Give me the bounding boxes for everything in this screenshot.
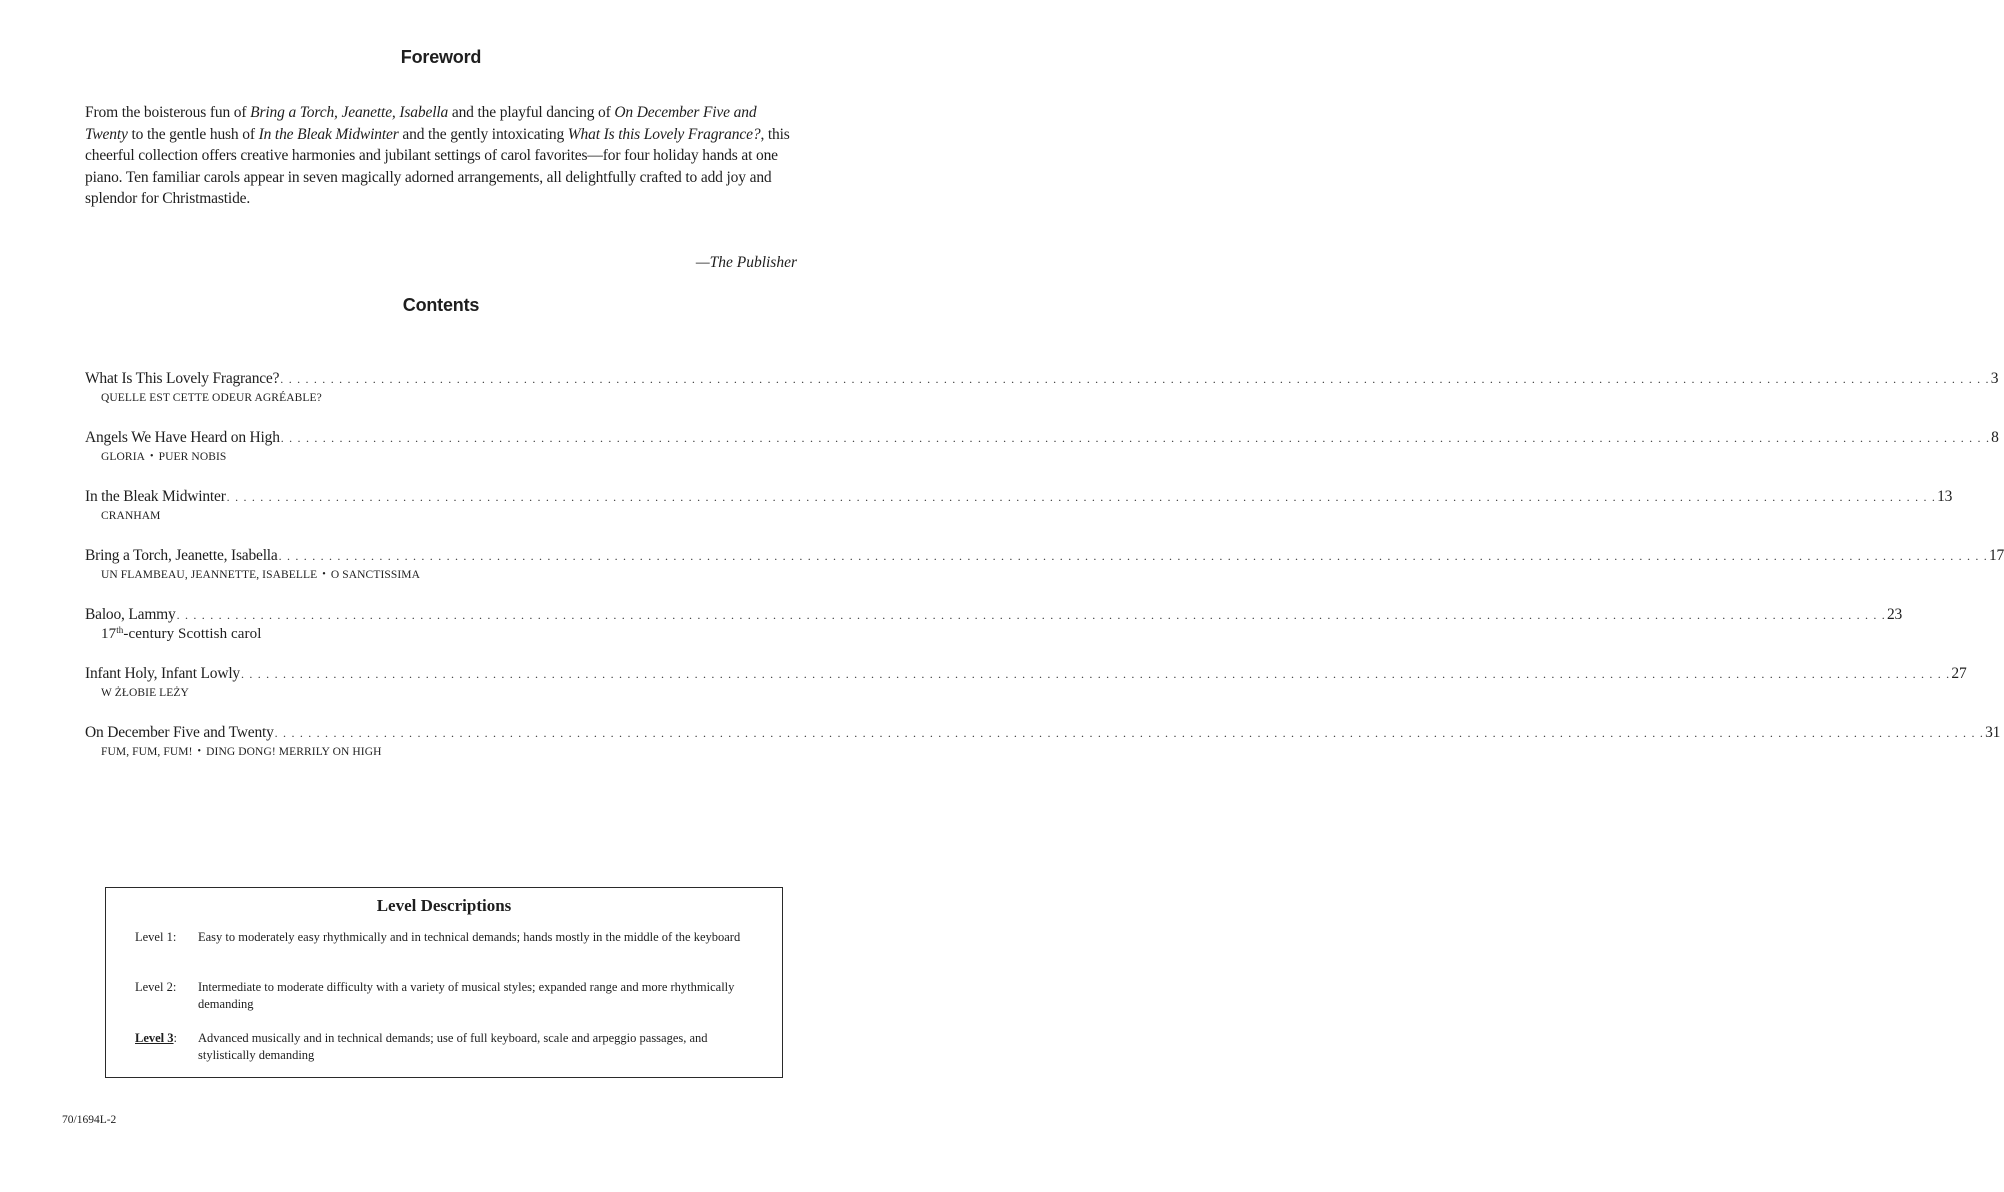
foreword-title-ref: Bring a Torch, Jeanette, Isabella — [250, 104, 449, 121]
toc-entry — [85, 487, 1953, 546]
toc-page-number: 13 — [1937, 488, 1953, 505]
foreword-text: From the boisterous fun of — [85, 104, 251, 121]
bullet-separator: • — [150, 451, 154, 462]
level-description: Advanced musically and in technical demands; use of full keyboard, scale and arpeggio passages, and stylistically demanding — [198, 1031, 708, 1062]
level-item — [135, 929, 758, 946]
catalog-code: 70/1694L-2 — [62, 1114, 117, 1126]
toc-line — [85, 428, 1999, 448]
level-label: Level 2: — [135, 980, 177, 994]
toc-title: Baloo, Lammy — [85, 606, 176, 623]
note-suffix: -century Scottish carol — [123, 626, 262, 642]
tune-name: W ŻŁOBIE LEŻY — [101, 687, 189, 699]
toc-subtitle — [101, 566, 787, 585]
tune-name: O SANCTISSIMA — [330, 569, 421, 581]
toc-page-number: 27 — [1951, 665, 1967, 682]
toc-entry — [85, 723, 2001, 782]
toc-title: Angels We Have Heard on High — [85, 429, 280, 446]
tune-name: PUER NOBIS — [158, 451, 227, 463]
toc-page-number: 31 — [1985, 724, 2001, 741]
toc-leader-dots: . . . . . . . . . . . . . . . . . . . . . . . . . . . . . . . . . . . . . . . . . . . . . . . . . . . . . . . . . . . . . . . . . . . . . . . . . . . . . . . . . . . . . . . . . . . . . . . . . . . . . . . . . . . . . . . . . . . . . . . . . . . . . . . . . . . . . . . . . . . . . . . . . . . . . . . . . . . . . . . . . . . . . . . . . . . . . . . . . . . . . . . . . . . . . . . . . . . . . . . . . . . . — [274, 726, 1985, 740]
toc-line — [85, 546, 2004, 566]
level-item — [135, 1030, 758, 1064]
toc-entry — [85, 428, 1999, 487]
toc-leader-dots: . . . . . . . . . . . . . . . . . . . . . . . . . . . . . . . . . . . . . . . . . . . . . . . . . . . . . . . . . . . . . . . . . . . . . . . . . . . . . . . . . . . . . . . . . . . . . . . . . . . . . . . . . . . . . . . . . . . . . . . . . . . . . . . . . . . . . . . . . . . . . . . . . . . . . . . . . . . . . . . . . . . . . . . . . . . . . . . . . . . . . . . . . . . . . . . . . . . . . . . . . . . . — [280, 431, 1991, 445]
toc-leader-dots: . . . . . . . . . . . . . . . . . . . . . . . . . . . . . . . . . . . . . . . . . . . . . . . . . . . . . . . . . . . . . . . . . . . . . . . . . . . . . . . . . . . . . . . . . . . . . . . . . . . . . . . . . . . . . . . . . . . . . . . . . . . . . . . . . . . . . . . . . . . . . . . . . . . . . . . . . . . . . . . . . . . . . . . . . . . . . . . . . . . . . . . . . . . . . . . . . . . . . . . . . . . . — [240, 667, 1951, 681]
toc-page-number: 23 — [1887, 606, 1903, 623]
toc-page-number: 17 — [1989, 547, 2004, 564]
foreword-title-ref: What Is this Lovely Fragrance? — [567, 125, 761, 143]
tune-name: FUM, FUM, FUM! — [101, 746, 193, 758]
foreword-text: , this cheerful collection offers creative harmonies and jubilant settings of carol favorites—for four holiday hands at one piano. Ten familiar carols appear in seven magically adorned arrangements, all delightfully crafted to add joy and splendor for Christmastide. — [85, 125, 790, 207]
foreword-heading: Foreword — [400, 47, 482, 67]
toc-subtitle — [101, 448, 787, 467]
bullet-separator: • — [322, 569, 326, 580]
level-item — [135, 979, 758, 1013]
toc-subtitle — [101, 684, 787, 702]
toc-subtitle — [101, 743, 787, 762]
level-label: Level 3 — [135, 1031, 174, 1045]
foreword-text: and the gently intoxicating — [398, 125, 568, 143]
level-descriptions-title: Level Descriptions — [376, 896, 512, 915]
level-descriptions-box — [105, 887, 783, 1078]
level-description: Intermediate to moderate difficulty with a variety of musical styles; expanded range and more rhythmically demanding — [198, 980, 735, 1011]
tune-name: UN FLAMBEAU, JEANNETTE, ISABELLE — [101, 569, 318, 581]
toc-leader-dots: . . . . . . . . . . . . . . . . . . . . . . . . . . . . . . . . . . . . . . . . . . . . . . . . . . . . . . . . . . . . . . . . . . . . . . . . . . . . . . . . . . . . . . . . . . . . . . . . . . . . . . . . . . . . . . . . . . . . . . . . . . . . . . . . . . . . . . . . . . . . . . . . . . . . . . . . . . . . . . . . . . . . . . . . . . . . . . . . . . . . . . . . . . . . . . . . . . . . . . . . . . . . — [278, 549, 1988, 563]
tune-name: DING DONG! MERRILY ON HIGH — [206, 746, 382, 758]
note-prefix: 17 — [101, 626, 117, 642]
bullet-separator: • — [197, 746, 202, 757]
level-label: Level 1: — [135, 930, 177, 944]
foreword-title-ref: On December Five and Twenty — [85, 104, 757, 143]
toc-title: In the Bleak Midwinter — [85, 488, 226, 505]
toc-page-number: 8 — [1991, 429, 1999, 446]
toc-line — [85, 723, 2001, 743]
toc-line — [85, 664, 1967, 684]
foreword-title-ref: In the Bleak Midwinter — [258, 125, 399, 143]
level-label-wrap — [135, 1030, 198, 1064]
toc-entry — [85, 369, 1999, 428]
toc-leader-dots: . . . . . . . . . . . . . . . . . . . . . . . . . . . . . . . . . . . . . . . . . . . . . . . . . . . . . . . . . . . . . . . . . . . . . . . . . . . . . . . . . . . . . . . . . . . . . . . . . . . . . . . . . . . . . . . . . . . . . . . . . . . . . . . . . . . . . . . . . . . . . . . . . . . . . . . . . . . . . . . . . . . . . . . . . . . . . . . . . . . . . . . . . . . . . . . . . . . . . . . . . . . . — [176, 608, 1886, 622]
level-description: Easy to moderately easy rhythmically and in technical demands; hands mostly in the middle of the keyboard — [198, 930, 741, 944]
toc-note — [101, 624, 787, 644]
toc-leader-dots: . . . . . . . . . . . . . . . . . . . . . . . . . . . . . . . . . . . . . . . . . . . . . . . . . . . . . . . . . . . . . . . . . . . . . . . . . . . . . . . . . . . . . . . . . . . . . . . . . . . . . . . . . . . . . . . . . . . . . . . . . . . . . . . . . . . . . . . . . . . . . . . . . . . . . . . . . . . . . . . . . . . . . . . . . . . . . . . . . . . . . . . . . . . . . . . . . . . . . . . . . . . . — [280, 372, 1990, 386]
toc-leader-dots: . . . . . . . . . . . . . . . . . . . . . . . . . . . . . . . . . . . . . . . . . . . . . . . . . . . . . . . . . . . . . . . . . . . . . . . . . . . . . . . . . . . . . . . . . . . . . . . . . . . . . . . . . . . . . . . . . . . . . . . . . . . . . . . . . . . . . . . . . . . . . . . . . . . . . . . . . . . . . . . . . . . . . . . . . . . . . . . . . . . . . . . . . . . . . . . . . . . . . . . . . . . . — [226, 490, 1937, 504]
toc-title: Infant Holy, Infant Lowly — [85, 665, 240, 682]
tune-name: QUELLE EST CETTE ODEUR AGRÉABLE? — [101, 392, 322, 404]
level-label-colon: : — [173, 1031, 178, 1045]
toc-title: On December Five and Twenty — [85, 724, 274, 741]
note-superscript: th — [116, 625, 124, 635]
toc-title: Bring a Torch, Jeanette, Isabella — [85, 547, 278, 564]
toc-line — [85, 369, 1999, 389]
foreword-paragraph — [85, 102, 797, 210]
foreword-text: and the playful dancing of — [448, 104, 615, 121]
toc-page-number: 3 — [1990, 370, 1999, 387]
toc-entry — [85, 664, 1967, 723]
tune-name: GLORIA — [101, 451, 146, 463]
toc-entry — [85, 605, 1903, 664]
toc-line — [85, 605, 1903, 625]
tune-name: CRANHAM — [101, 510, 161, 522]
toc-entry — [85, 546, 2004, 605]
toc-subtitle — [101, 507, 787, 525]
toc-subtitle — [101, 389, 787, 407]
foreword-signature: —The Publisher — [695, 254, 797, 271]
contents-heading: Contents — [402, 295, 480, 315]
table-of-contents — [85, 369, 2004, 782]
toc-title: What Is This Lovely Fragrance? — [85, 370, 280, 387]
toc-line — [85, 487, 1953, 507]
foreword-text: to the gentle hush of — [127, 125, 259, 143]
